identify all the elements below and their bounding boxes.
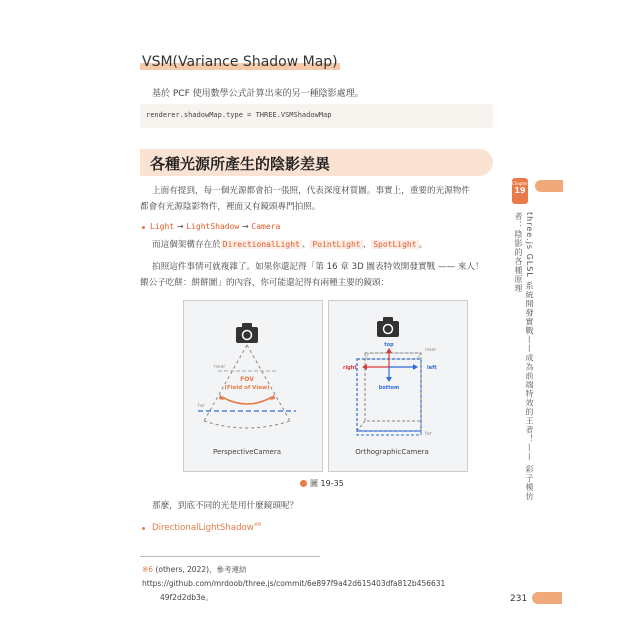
perspective-figure	[183, 300, 323, 472]
para2-suffix: 。	[418, 240, 428, 250]
far-arc	[204, 421, 290, 428]
bullet-dot	[142, 527, 145, 530]
para2-sep-2: 、	[362, 240, 372, 250]
para2-spot: SpotLight	[373, 240, 417, 249]
fov-sublabel: (Field of View)	[224, 385, 270, 391]
section-heading	[140, 149, 493, 176]
figure-caption	[300, 478, 344, 489]
perspective-diagram	[184, 301, 322, 471]
footnote-line1: (others, 2022)，參考連結 https://github.com/mrdoob/three.js/commit/6e897f9a42d615403dfa812b456631	[142, 565, 446, 588]
camera-icon	[236, 323, 258, 343]
fov-label: FOV	[240, 376, 254, 383]
figure-icon	[300, 480, 307, 487]
para1-line1: 上面有提到，每一個光源都會拍一張照，代表深度材質圖。事實上，重要的光源物件	[152, 186, 470, 196]
bottom-arrow-head	[386, 377, 392, 382]
near-plane	[365, 353, 421, 359]
para3-line1: 拍照這件事情可就複雜了。如果你還記得「第 16 章 3D 圖表特效開發實戰 —— 來人！	[152, 262, 484, 272]
chapter-label: Chapter	[512, 181, 528, 186]
chain-arrow-2: →	[241, 222, 249, 231]
footnote-divider	[140, 556, 320, 557]
dls-footnote-ref: ※6	[253, 522, 262, 528]
light-chain	[150, 219, 280, 235]
vsm-intro: 基於 PCF 使用數學公式計算出來的另一種陰影處理。	[152, 89, 364, 99]
code-line: renderer.shadowMap.type = THREE.VSMShadowMap	[146, 111, 332, 119]
near-label: near	[214, 364, 226, 370]
section-title: 各種光源所產生的陰影差異	[150, 155, 331, 173]
perspective-label: PerspectiveCamera	[212, 448, 282, 456]
top-label: top	[384, 342, 394, 348]
frustum-right-edge	[247, 345, 290, 421]
orthographic-figure	[328, 300, 468, 472]
footnote	[142, 563, 502, 605]
ortho-near-label: near	[425, 347, 437, 353]
dls-label: DirectionalLightShadow	[152, 522, 254, 533]
para2-directional: DirectionalLight	[222, 240, 300, 249]
chapter-stripe	[535, 180, 563, 192]
para3-line2: 餵公子吃餅：餅餅圖」的內容，你可能還記得有兩種主要的鏡頭：	[140, 278, 390, 288]
bullet-dot	[142, 226, 145, 229]
chapter-badge	[512, 178, 528, 204]
dls-item	[152, 522, 261, 533]
bottom-label: bottom	[378, 385, 400, 391]
left-arrow-head	[413, 364, 418, 370]
code-block	[140, 104, 493, 128]
para2-point: PointLight	[312, 240, 361, 249]
far-label: far	[198, 403, 205, 409]
chain-camera: Camera	[251, 222, 281, 231]
page-number: 231	[510, 594, 528, 604]
right-label: right	[343, 365, 357, 371]
footnote-mark: ※6	[142, 565, 154, 574]
orthographic-diagram	[329, 301, 467, 471]
frustum-left-edge	[204, 345, 247, 421]
chapter-number: 19	[514, 186, 526, 195]
running-title: three.js GLSL 系統開發實戰——成為前端特效的王者！—— 彩子模仿者：陰影的各種原理	[514, 212, 534, 501]
page-tab	[532, 592, 562, 604]
chain-lightshadow: LightShadow	[186, 222, 240, 231]
ortho-far-label: far	[425, 431, 432, 437]
para2-sep-1: 、	[301, 240, 311, 250]
chain-light: Light	[150, 222, 175, 231]
top-arrow-head	[386, 348, 392, 353]
vsm-heading: VSM(Variance Shadow Map)	[142, 54, 338, 70]
fov-arc	[222, 397, 272, 404]
camera-icon	[377, 317, 399, 337]
para1-line2: 都會有光源陰影物件，裡面又有鏡頭專門拍照。	[140, 202, 321, 212]
orthographic-label: OrthographicCamera	[355, 448, 429, 456]
left-label: left	[427, 365, 437, 371]
para4: 那麼，到底不同的光是用什麼鏡頭呢？	[152, 501, 299, 511]
chain-arrow-1: →	[176, 222, 184, 231]
para2-prefix: 而這個架構存在於	[152, 240, 221, 250]
footnote-line2: 49f2d2db3e。	[160, 593, 213, 602]
box-edge-1	[357, 421, 365, 431]
figure-caption-text: 圖 19-35	[310, 479, 344, 488]
para2	[152, 237, 427, 253]
